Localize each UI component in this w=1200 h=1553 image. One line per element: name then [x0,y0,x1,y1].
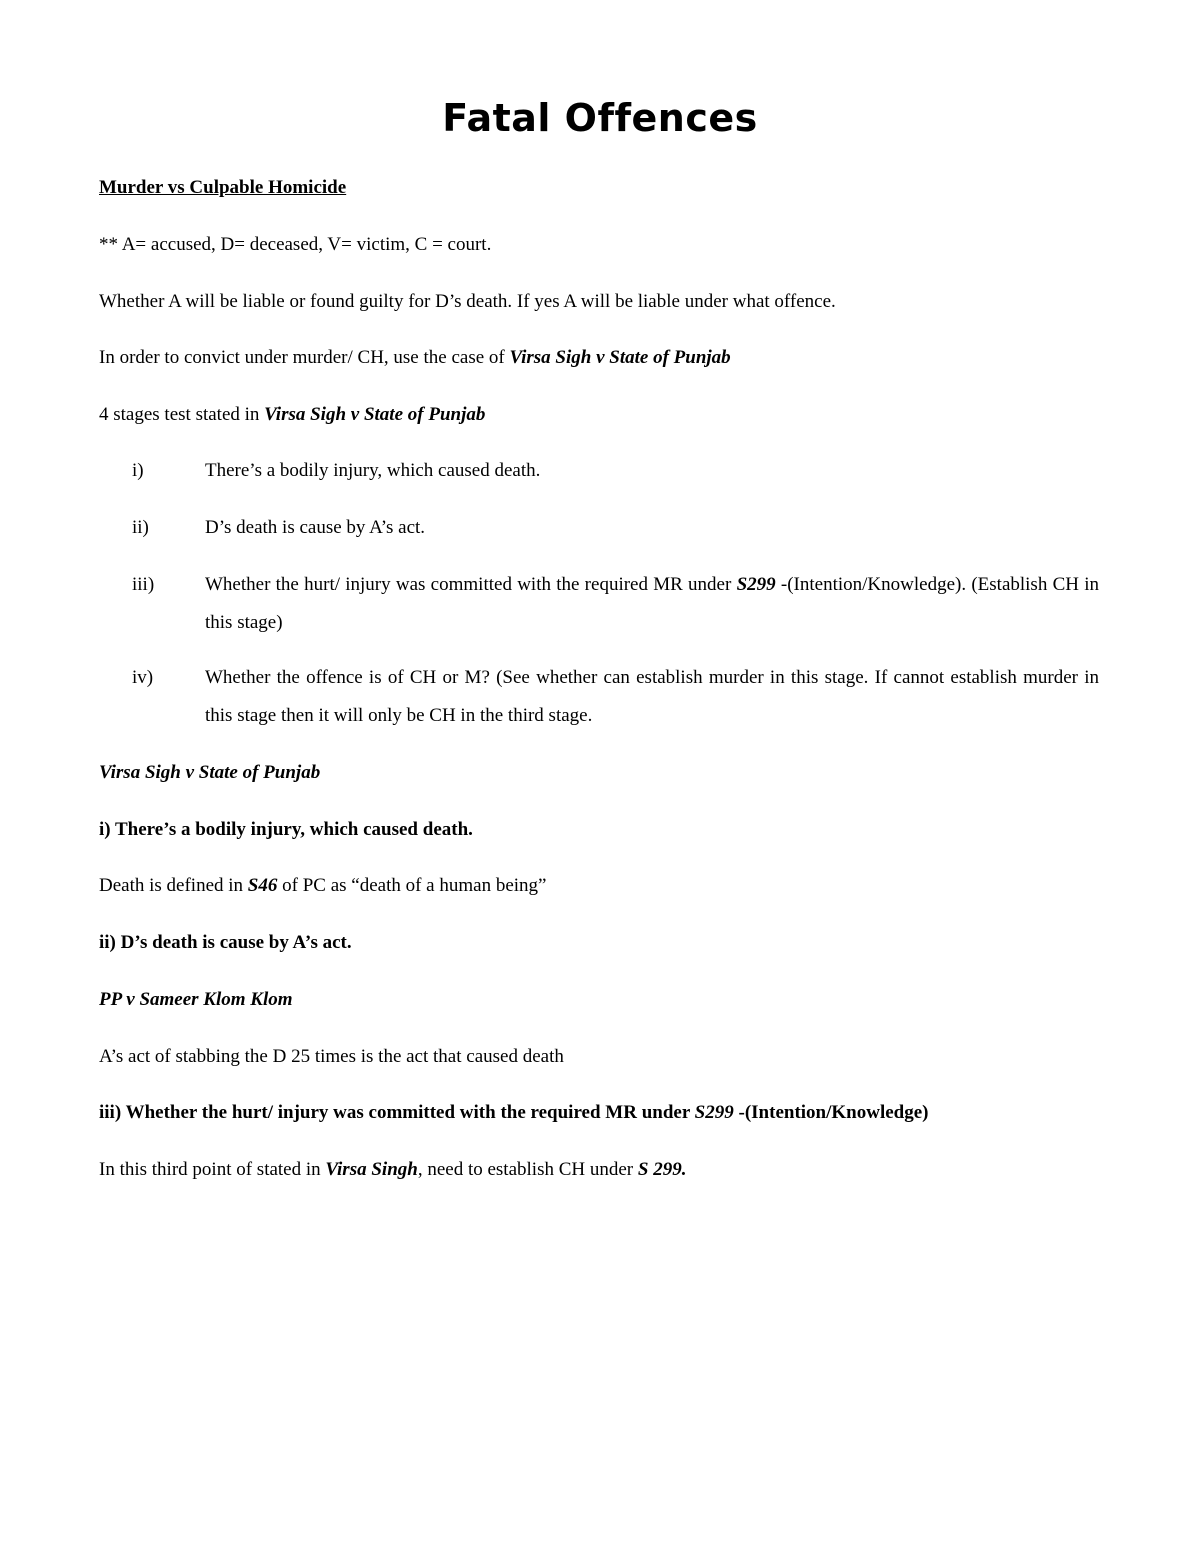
case-name: Virsa Singh [325,1159,418,1180]
liability-question: Whether A will be liable or found guilty for D’s death. If yes A will be liable under what offence. [99,291,836,312]
body-text: Death is defined in [99,875,248,896]
stages-intro-text: 4 stages test stated in [99,404,265,425]
stages-intro [99,403,485,427]
body-text: In this third point of stated in [99,1159,326,1180]
stage-text: Whether the offence is of CH or M? (See whether can establish murder in this stage. If cannot establish murder in this stage then it will only be CH in the third stage. [205,667,1099,726]
stage-text-part: -(Intention/Knowledge). (Establish CH in this stage) [205,574,1099,633]
stage-number: iii) [132,574,155,595]
stage-number: ii) [132,517,149,538]
point-3-heading [99,1101,929,1125]
point-1-heading: i) There’s a bodily injury, which caused death. [99,819,473,840]
heading-text: iii) Whether the hurt/ injury was committed with the required MR under [99,1102,695,1123]
stage-number: i) [132,460,144,481]
stage-text: There’s a bodily injury, which caused death. [205,460,541,481]
case-name: PP v Sameer Klom Klom [99,989,293,1010]
stage-number: iv) [132,667,154,688]
convict-text: In order to convict under murder/ CH, use the case of [99,347,510,368]
point-2-heading: ii) D’s death is cause by A’s act. [99,932,352,953]
case-name: Virsa Sigh v State of Punjab [264,404,486,425]
case-heading: Virsa Sigh v State of Punjab [99,762,321,783]
section-ref: S 299. [637,1159,687,1180]
body-text: , need to establish CH under [417,1159,638,1180]
stage-text-part: Whether the hurt/ injury was committed with the required MR under [205,574,737,595]
section-ref: S299 [736,574,776,595]
convict-paragraph [99,346,731,370]
point-1-body [99,874,546,898]
stage-text: D’s death is cause by A’s act. [205,517,426,538]
body-text: of PC as “death of a human being” [277,875,547,896]
stage-text [205,566,1099,642]
section-ref: S46 [247,875,278,896]
section-heading: Murder vs Culpable Homicide [99,177,347,198]
heading-text: -(Intention/Knowledge) [733,1102,929,1123]
document-title: Fatal Offences [442,96,758,140]
section-ref: S299 [694,1102,734,1123]
point-2-body: A’s act of stabbing the D 25 times is the act that caused death [99,1046,564,1067]
case-name: Virsa Sigh v State of Punjab [509,347,731,368]
point-3-body [99,1158,686,1182]
abbreviation-legend: ** A= accused, D= deceased, V= victim, C = court. [99,234,492,255]
